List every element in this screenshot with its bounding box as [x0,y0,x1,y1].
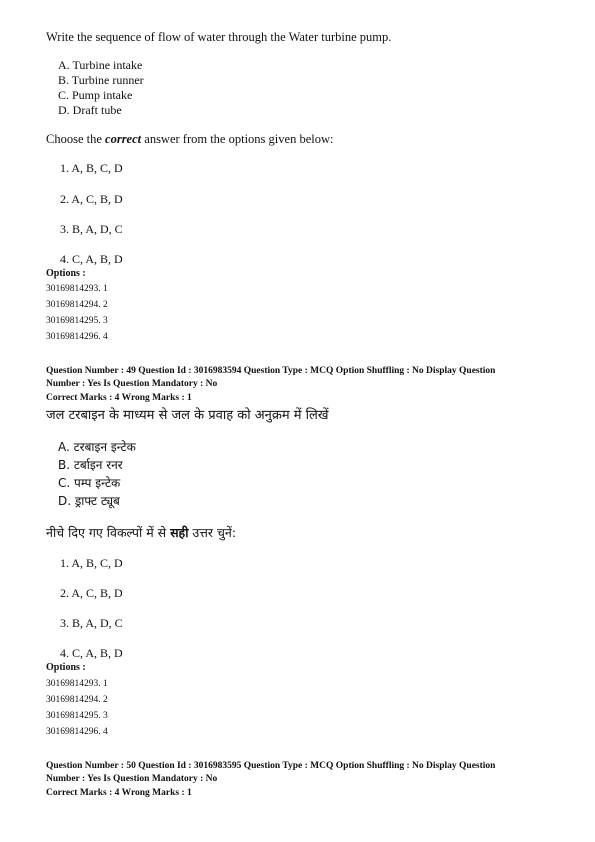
option-id: 30169814295. 3 [46,711,108,721]
answer-option[interactable]: 2. A, C, B, D [60,192,123,206]
list-item: B. Turbine runner [58,73,144,87]
question-text-hindi: जल टरबाइन के माध्यम से जल के प्रवाह को अनुक्रम में लिखें [46,408,329,423]
question-meta: Correct Marks : 4 Wrong Marks : 1 [46,393,192,403]
question-meta: Question Number : 50 Question Id : 3016983595 Question Type : MCQ Option Shuffling : No Display Question [46,761,496,771]
list-item: C. Pump intake [58,88,133,102]
answer-option[interactable]: 3. B, A, D, C [60,222,123,236]
emphasis-correct: सही [170,525,189,540]
answer-option[interactable]: 3. B, A, D, C [60,616,123,630]
question-meta: Number : Yes Is Question Mandatory : No [46,774,218,784]
list-item: C. पम्प इन्टेक [58,476,121,490]
option-id: 30169814293. 1 [46,679,108,689]
option-id: 30169814294. 2 [46,695,108,705]
question-meta: Question Number : 49 Question Id : 3016983594 Question Type : MCQ Option Shuffling : No Display Question [46,366,496,376]
answer-option[interactable]: 1. A, B, C, D [60,556,123,570]
option-id: 30169814296. 4 [46,727,108,737]
list-item: D. Draft tube [58,103,122,117]
option-id: 30169814293. 1 [46,284,108,294]
answer-option[interactable]: 4. C, A, B, D [60,252,123,266]
list-item: A. Turbine intake [58,58,143,72]
list-item: D. ड्राफ्ट ट्यूब [58,494,120,508]
emphasis-correct: correct [105,132,142,146]
option-id: 30169814295. 3 [46,316,108,326]
question-meta: Number : Yes Is Question Mandatory : No [46,379,218,389]
option-id: 30169814296. 4 [46,332,108,342]
answer-option[interactable]: 2. A, C, B, D [60,586,123,600]
choose-instruction-hindi: नीचे दिए गए विकल्पों में से सही उत्तर चुनें: [46,525,237,540]
options-label: Options : [46,662,86,673]
list-item: A. टरबाइन इन्टेक [58,440,136,454]
answer-option[interactable]: 1. A, B, C, D [60,161,123,175]
question-meta: Correct Marks : 4 Wrong Marks : 1 [46,788,192,798]
options-label: Options : [46,268,86,279]
answer-option[interactable]: 4. C, A, B, D [60,646,123,660]
option-id: 30169814294. 2 [46,300,108,310]
question-text: Write the sequence of flow of water through the Water turbine pump. [46,30,392,44]
list-item: B. टर्बाइन रनर [58,458,123,472]
choose-instruction: Choose the correct answer from the options given below: [46,132,334,146]
